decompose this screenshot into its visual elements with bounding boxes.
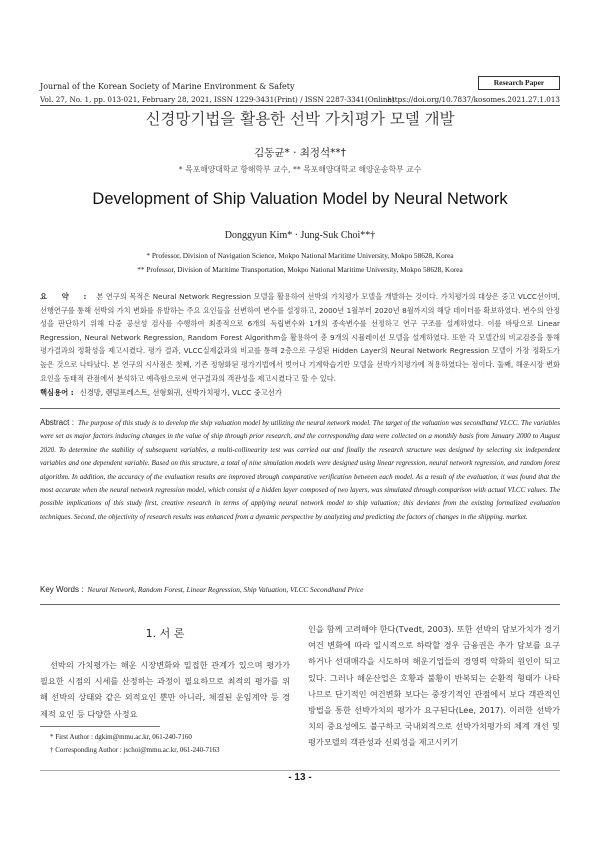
corresponding-author-footnote: † Corresponding Author : jschoi@mmu.ac.kr, 061-240-7163 [50,746,220,754]
english-keywords [40,585,363,594]
header-divider [40,105,560,106]
korean-abstract [40,290,560,385]
english-authors: Donggyun Kim* · Jung-Suk Choi**† [224,230,376,241]
doi-link[interactable]: https://doi.org/10.7837/kosomes.2021.27.1.013 [387,95,560,104]
english-abstract-label: Abstract : [40,418,74,427]
keywords-divider [40,604,560,605]
body-right-column: 인을 함께 고려해야 한다(Tvedt, 2003). 또한 선박의 담보가치가 경기여건 변화에 따라 일시적으로 하락할 경우 금융권은 추가 담보를 요구하거나 선대매각을 시도하며 해운기업들의 경영력 악화의 원인이 되고 있다. 그러나 해운산업은 호황과 불황이 반복되는 순환적 형태가 나타나므로 단기적인 여건변화 보다는 중장기적인 관점에서 보다 객관적인 방법을 통한 선박가치의 평가가 요구된다(Lee, 2017). 이러한 선박가치의 중요성에도 불구하고 국내외적으로 선박가치평가의 체계 개선 및 평가모델의 객관성과 신뢰성을 제고시키기 [308,624,560,748]
section-heading: 1. 서 론 [145,627,185,640]
abstract-divider [40,408,560,409]
volume-info: Vol. 27, No. 1, pp. 013-021, February 28, 2021, ISSN 1229-3431(Print) / ISSN 2287-3341(Online) [40,95,395,104]
english-keywords-text: Neural Network, Random Forest, Linear Regression, Ship Valuation, VLCC Secondhand Price [87,585,364,594]
journal-name: Journal of the Korean Society of Marine Environment & Safety [40,82,295,91]
english-abstract [40,416,560,524]
page-footer-rule [40,770,560,771]
english-title: Development of Ship Valuation Model by Neural Network [92,190,508,208]
korean-abstract-label: 요 약 : [40,292,93,301]
page-number: - 13 - [288,772,312,783]
korean-authors: 김동균* · 최정석**† [254,147,346,159]
footnote-divider [40,726,160,727]
english-abstract-text: The purpose of this study is to develop the ship valuation model by utilizing the neural network model. The target of the valuation was secondhand VLCC. The variables were set as major factors inducing changes in the value of ship through prior research, and the corresponding data were collected on a monthly basis from January 2000 to August 2020. To determine the stability of subsequent variables, a multi-collinearity test was carried out and finally the research structure was designed by selecting six independent variables and one dependent variable. Based on this structure, a total of nine simulation models were designed using linear regression, neural network regression, and random forest algorithm. In addition, the accuracy of the evaluation results are improved through comparative verification between each model. As a result of the evaluation, it was found that the most accurate when the neural network regression model, which consist of a hidden layer composed of two layers, was simulated through comparison with actual VLCC values. The possible implications of this study first, creative research in terms of applying neural network model to ship valuation; this deviates from the existing formalized evaluation techniques. Second, the objectivity of research results was enhanced from a dynamic perspective by analyzing and predicting the factors of changes in the shipping. market. [40,419,561,521]
first-author-footnote: * First Author : dgkim@mmu.ac.kr, 061-240-7160 [50,733,192,741]
korean-affiliations: * 목포해양대학교 항해학부 교수, ** 목포해양대학교 해양운송학부 교수 [178,165,422,174]
english-keywords-label: Key Words : [40,585,84,594]
korean-keywords [40,388,282,398]
english-affiliation-1: * Professor, Division of Navigation Science, Mokpo National Maritime University, Mokpo 58628, Korea [146,251,454,260]
korean-title: 신경망기법을 활용한 선박 가치평가 모델 개발 [145,110,455,128]
body-left-column: 선박의 가치평가는 해운 시장변화와 밀접한 관계가 있으며 평가가 필요한 시점의 시세를 산정하는 과정이 필요하므로 최적의 평가를 위해 선박의 상태와 같은 외적요인 뿐만 아니라, 체결된 운임계약 등 경제적 요인 등 다양한 사정요 [40,660,290,719]
english-affiliation-2: ** Professor, Division of Maritime Transportation, Mokpo National Maritime University, Mokpo 58628, Korea [137,265,463,274]
korean-keywords-text: 신경망, 랜덤포레스트, 선형회귀, 선박가치평가, VLCC 중고선가 [79,388,282,397]
research-paper-badge: Research Paper [478,76,560,90]
korean-abstract-text: 본 연구의 목적은 Neural Network Regression 모델을 활용하여 선박의 가치평가 모델을 개발하는 것이다. 가치평가의 대상은 중고 VLCC선이며, 선행연구를 통해 선박의 가치 변화를 유발하는 주요 요인들을 선변하여 변수를 설정하고, 2000년 1월부터 2020년 8월까지의 해당 데이터를 확보하였다. 변수의 안정성을 판단하기 위해 다중 공선성 검사를 수행하여 최종적으로 6개의 독립변수와 1개의 종속변수를 선정하고 연구 구조를 설계하였다. 이를 바탕으로 Linear Regression, Neural Network Regression, Random Forest Algorithm을 활용하여 총 9개의 시뮬레이션 모델을 설계하였다. 또한 각 모델간의 비교검증을 통해 평가결과의 정확성을 제고시켰다. 평가 결과, VLCC실제값과의 비교를 통해 2층으로 구성된 Hidden Layer의 Neural Network Regression 모델이 가장 정확도가 높은 것으로 나타났다. 본 연구의 시사점은 첫째, 기존 정형화된 평가기법에서 벗어나 기계학습기반 모델을 선박가치평가에 적용하였다는 점이다. 둘째, 해운시장 변화요인을 동태적 관점에서 분석하고 예측함으로써 연구결과의 객관성을 제고시켰다고 할 수 있다. [40,292,560,383]
korean-keywords-label: 핵심용어 : [40,388,74,397]
